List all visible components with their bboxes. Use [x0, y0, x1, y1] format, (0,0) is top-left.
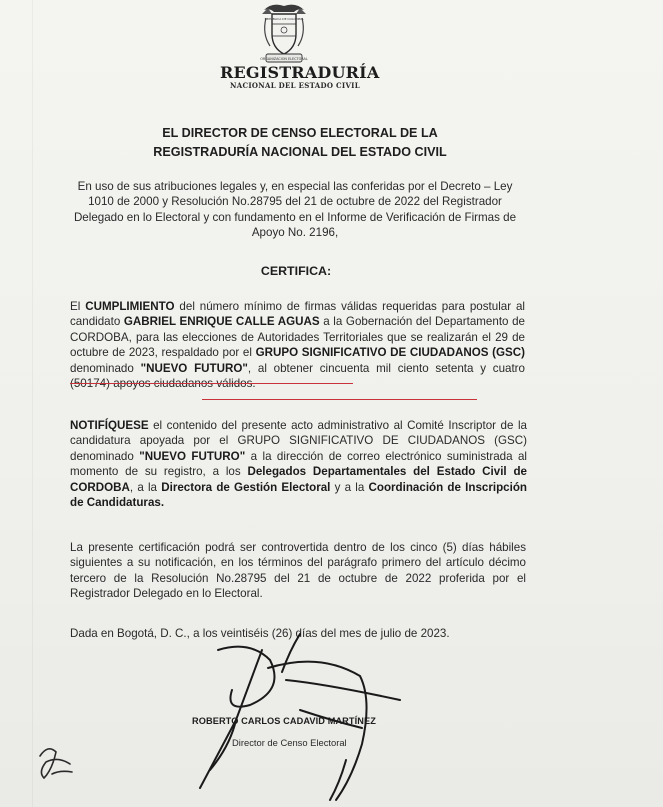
certifica-heading: CERTIFICA:	[260, 264, 332, 278]
cert-text: El	[70, 300, 86, 313]
notif-text: , a la	[129, 480, 162, 494]
certification-paragraph	[70, 299, 525, 391]
cert-text: a la Gobernación del Departamento de CORDOBA, para las elecciones de Autoridades Territoriales que se realizarán el 29 de octubre de 2023, respaldado por el	[70, 315, 525, 360]
brand-subtitle: NACIONAL DEL ESTADO CIVIL	[230, 81, 360, 90]
notif-text: a la dirección de correo electrónico suministrada al momento de su registro, a los	[70, 449, 528, 479]
group-denomination: "NUEVO FUTURO"	[140, 361, 248, 375]
notif-bold: "NUEVO FUTURO"	[139, 449, 246, 463]
controversy-paragraph: La presente certificación podrá ser controvertida dentro de los cinco (5) días hábiles siguientes a su notificación, en los términos del parágrafo primero del artículo décimo tercero de la Resolución No.28795 del 21 de octubre de 2022 proferida por el Registrador Delegado en lo Electoral.	[70, 541, 526, 601]
notif-bold: NOTIFÍQUESE	[70, 419, 149, 432]
notif-text: y a la	[330, 480, 369, 494]
candidate-name: GABRIEL ENRIQUE CALLE AGUAS	[123, 315, 320, 329]
underline-mark	[70, 383, 353, 384]
seal-inner-text: REPUBLICA DE COLOMBIA	[264, 17, 304, 21]
signatory-role: Director de Censo Electoral	[232, 737, 347, 748]
notif-bold: Delegados Departamentales del Estado Civil de CORDOBA	[70, 465, 527, 494]
institution-logo	[220, 63, 380, 90]
title-line-1: EL DIRECTOR DE CENSO ELECTORAL DE LA	[162, 126, 438, 140]
cert-bold: CUMPLIMIENTO	[85, 300, 175, 313]
paper-fold	[32, 0, 33, 807]
underline-mark	[202, 399, 477, 400]
group-name: GRUPO SIGNIFICATIVO DE CIUDADANOS (GSC)	[255, 346, 525, 360]
cert-text: apoyos ciudadanos válidos.	[109, 377, 256, 391]
title-line-2: REGISTRADURÍA NACIONAL DEL ESTADO CIVIL	[153, 145, 447, 159]
cert-text: denominado	[70, 361, 141, 375]
coat-of-arms-icon	[258, 0, 310, 66]
notification-paragraph	[70, 418, 527, 510]
notif-bold: Directora de Gestión Electoral	[161, 480, 331, 494]
cert-text: del número mínimo de firmas válidas requeridas para postular al candidato	[70, 300, 525, 329]
cert-text: , al obtener	[247, 361, 320, 375]
notif-text: el contenido del presente acto administrativo al Comité Inscriptor de la candidatura apoyada por el GRUPO SIGNIFICATIVO DE CIUDADANOS (GSC) denominado	[70, 419, 527, 463]
seal-banner-text: ORGANIZACION ELECTORAL	[260, 57, 308, 61]
intro-paragraph: En uso de sus atribuciones legales y, en especial las conferidas por el Decreto – Ley 1010 de 2000 y Resolución No.28795 del 21 de octubre de 2022 del Registrador Delegado en lo Electoral y con fundamento en el Informe de Verificación de Firmas de Apoyo No. 2196,	[73, 180, 517, 240]
signature-count: cincuenta mil ciento setenta y cuatro (50174)	[70, 361, 525, 391]
date-line: Dada en Bogotá, D. C., a los veintiséis (26) días del mes de julio de 2023.	[70, 627, 450, 640]
document-title	[90, 124, 510, 162]
signatory-name: ROBERTO CARLOS CADAVID MARTÍNEZ	[192, 716, 376, 726]
notif-bold: Coordinación de Inscripción de Candidaturas.	[70, 480, 527, 510]
brand-name: REGISTRADURÍA	[220, 63, 380, 82]
